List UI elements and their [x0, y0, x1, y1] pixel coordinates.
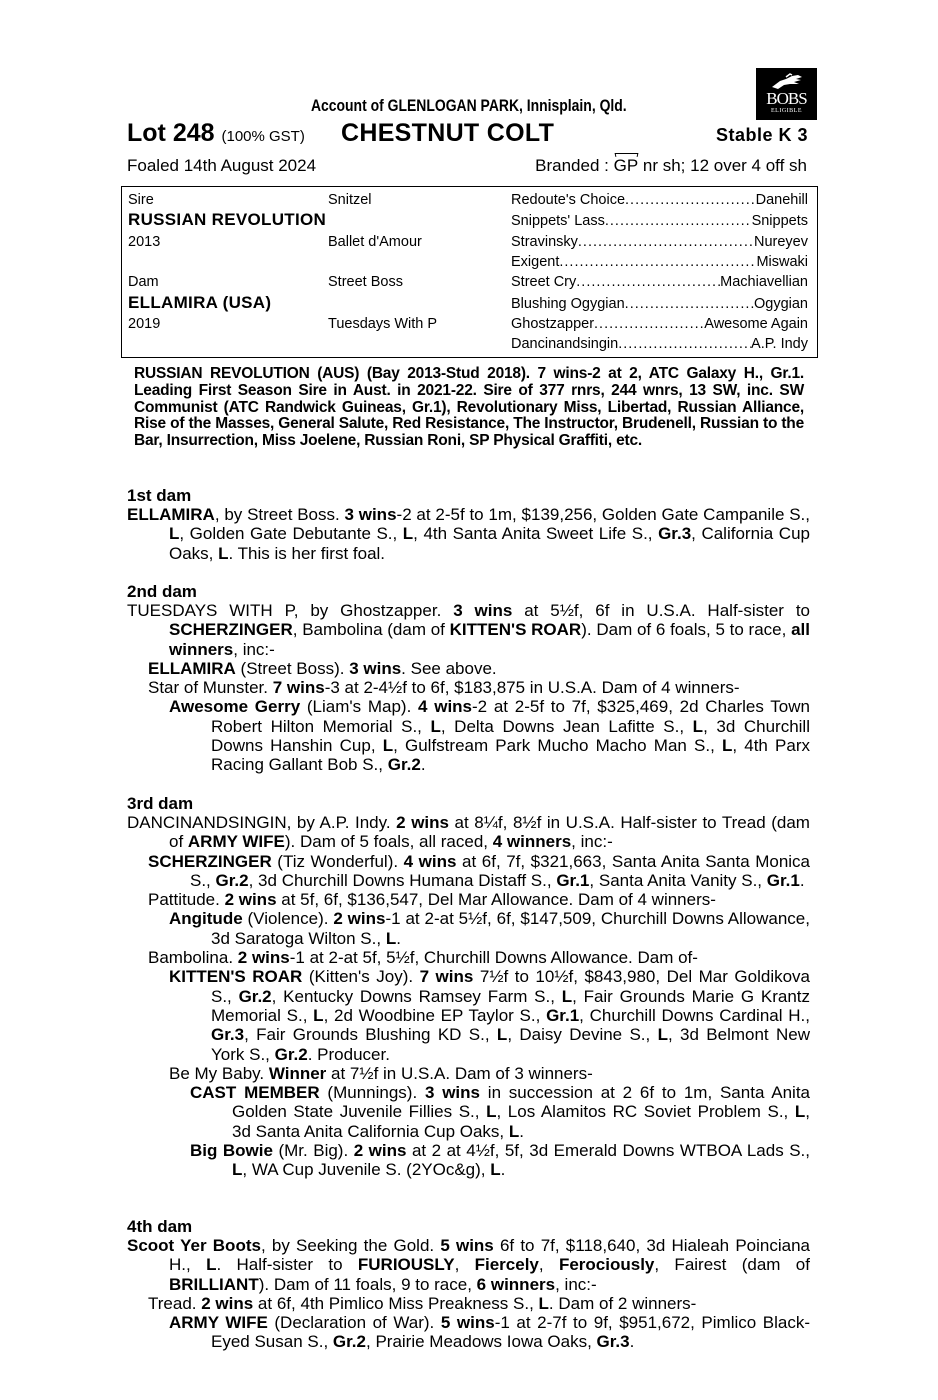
branded-suffix: nr sh; 12 over 4 off sh: [638, 156, 807, 175]
horse-description: CHESTNUT COLT: [341, 119, 555, 147]
grandparent-name: Street Cry: [511, 274, 577, 290]
leader-dots: [625, 295, 754, 313]
lot-number: [127, 119, 305, 148]
progeny-entry: ELLAMIRA (Street Boss). 3 wins. See above.: [148, 658, 497, 678]
progeny-entry: Star of Munster. 7 wins-3 at 2-4½f to 6f, $183,875 in U.S.A. Dam of 4 winners-: [148, 678, 740, 698]
grandparent-sire: Awesome Again: [704, 316, 808, 332]
dam-name: ELLAMIRA (USA): [128, 293, 272, 312]
grandprogeny-entry: Angitude (Violence). 2 wins-1 at 2-at 5½f, 6f, $147,509, Churchill Downs Allowance, 3d Saratoga Wilton S., L.: [169, 909, 810, 948]
progeny-entry: Tread. 2 wins at 6f, 4th Pimlico Miss Preakness S., L. Dam of 2 winners-: [148, 1293, 697, 1313]
stable-location: Stable K 3: [715, 125, 808, 145]
section-heading: 3rd dam: [127, 794, 194, 813]
third-dam-section: [127, 794, 810, 1180]
grandparent-sire: Danehill: [755, 192, 808, 208]
dam-entry: Scoot Yer Boots, by Seeking the Gold. 5 wins 6f to 7f, $118,640, 3d Hialeah Poinciana H., L. Half-sister to FURIOUSLY, Fiercely, Ferociously, Fairest (dam of BRILLIANT). Dam of 11 foals, 9 to race, 6 winners, inc:-: [127, 1236, 810, 1294]
account-text: Account of GLENLOGAN PARK, Innisplain, Qld.: [310, 96, 627, 115]
leader-dots: [576, 273, 720, 291]
grandparent-name: Snippets' Lass: [511, 213, 605, 229]
pedigree-table: [121, 186, 818, 358]
sire-sire: Snitzel: [328, 192, 372, 208]
lot-header: [127, 119, 808, 151]
section-heading: 2nd dam: [127, 582, 197, 601]
first-dam-section: [127, 486, 810, 563]
grandparent-name: Redoute's Choice: [511, 192, 626, 208]
leader-dots: [605, 212, 752, 230]
dam-dam: Tuesdays With P: [328, 316, 438, 332]
sire-year: 2013: [128, 234, 161, 250]
grandparent-name: Exigent: [511, 254, 560, 270]
dam-sire: Street Boss: [328, 274, 403, 290]
leader-dots: [578, 233, 754, 251]
dam-label: Dam: [128, 274, 159, 290]
sire-name: RUSSIAN REVOLUTION: [128, 210, 327, 229]
grandprogeny-entry: KITTEN'S ROAR (Kitten's Joy). 7 wins 7½f to 10½f, $843,980, Del Mar Goldikova S., Gr.2, Kentucky Downs Ramsey Farm S., L, Fair Grounds Marie G Krantz Memorial S., L, 2d Woodbine EP Taylor S., Gr.1, Churchill Downs Cardinal H., Gr.3, Fair Grounds Blushing KD S., L, Daisy Devine S., L, 3d Belmont New York S., Gr.2. Producer.: [169, 967, 811, 1064]
grandparent-row: [511, 253, 808, 271]
grandprogeny-entry: Awesome Gerry (Liam's Map). 4 wins-2 at 2-5f to 7f, $325,469, 2d Charles Town Robert Hilton Memorial S., L, Delta Downs Jean Lafitte S., L, 3d Churchill Downs Hanshin Cup, L, Gulfstream Park Mucho Macho Man S., L, 4th Parx Racing Gallant Bob S., Gr.2.: [169, 697, 810, 775]
section-heading: 1st dam: [127, 486, 192, 505]
progeny-entry: Bambolina. 2 wins-1 at 2-at 5f, 5½f, Churchill Downs Allowance. Dam of-: [148, 948, 698, 968]
grandparent-row: [511, 233, 808, 251]
sire-dam: Ballet d'Amour: [328, 234, 422, 250]
grandparent-sire: Machiavellian: [720, 274, 808, 290]
grandparent-name: Blushing Ogygian: [511, 296, 625, 312]
grandparent-row: [511, 191, 808, 209]
lot-label: Lot 248: [127, 119, 215, 147]
progeny-entry: Pattitude. 2 wins at 5f, 6f, $136,547, Del Mar Allowance. Dam of 4 winners-: [148, 890, 716, 910]
grandparent-name: Ghostzapper: [511, 316, 595, 332]
grandparent-sire: Snippets: [751, 213, 808, 229]
grandparent-sire: Ogygian: [753, 296, 808, 312]
grandparent-sire: Miswaki: [756, 254, 808, 270]
fourth-dam-section: [127, 1217, 810, 1352]
gst-note: (100% GST): [221, 128, 305, 145]
grandparent-row: [511, 273, 808, 291]
leader-dots: [618, 335, 751, 353]
sire-label: Sire: [128, 192, 154, 208]
grandparent-row: [511, 335, 808, 353]
grandprogeny-entry: ARMY WIFE (Declaration of War). 5 wins-1 at 2-7f to 9f, $951,672, Pimlico Black-Eyed Susan S., Gr.2, Prairie Meadows Iowa Oaks, Gr.3.: [169, 1313, 811, 1352]
vendor-account: [84, 96, 853, 116]
logo-eligible-text: ELIGIBLE: [771, 108, 802, 114]
grandparent-row: [511, 212, 808, 230]
grandprogeny-entry: Be My Baby. Winner at 7½f in U.S.A. Dam of 3 winners-: [169, 1063, 593, 1083]
grandparent-sire: A.P. Indy: [751, 336, 808, 352]
great-grandprogeny-entry: CAST MEMBER (Munnings). 3 wins in succession at 2 6f to 1m, Santa Anita Golden State Juvenile Fillies S., L, Los Alamitos RC Soviet Problem S., L, 3d Santa Anita California Cup Oaks, L.: [190, 1083, 810, 1141]
brand-info: [535, 156, 807, 176]
second-dam-section: [127, 582, 810, 775]
brand-mark-icon: GP: [613, 156, 639, 175]
branded-prefix: Branded :: [535, 156, 614, 175]
grandparent-name: Dancinandsingin: [511, 336, 619, 352]
grandparent-name: Stravinsky: [511, 234, 578, 250]
foaled-date: Foaled 14th August 2024: [127, 156, 317, 175]
dam-entry: DANCINANDSINGIN, by A.P. Indy. 2 wins at 8¼f, 8½f in U.S.A. Half-sister to Tread (dam of ARMY WIFE). Dam of 5 foals, all raced, 4 winners, inc:-: [127, 813, 810, 852]
sire-summary: RUSSIAN REVOLUTION (AUS) (Bay 2013-Stud 2018). 7 wins-2 at 2, ATC Galaxy H., Gr.1. Leading First Season Sire in Aust. in 2021-22. Sire of 377 rnrs, 244 wnrs, 13 SW, inc. SW Communist (ATC Randwick Guineas, Gr.1), Revolutionary Miss, Libertad, Russian Alliance, Rise of the Masses, General Salute, Red Resistance, The Instructor, Brudenell, Russian to the Bar, Insurrection, Miss Joelene, Russian Roni, SP Physical Graffiti, etc.: [134, 365, 804, 450]
dam-year: 2019: [128, 316, 161, 332]
leader-dots: [559, 253, 756, 271]
dam-entry: TUESDAYS WITH P, by Ghostzapper. 3 wins at 5½f, 6f in U.S.A. Half-sister to SCHERZINGER, Bambolina (dam of KITTEN'S ROAR). Dam of 6 foals, 5 to race, all winners, inc:-: [127, 601, 811, 659]
section-heading: 4th dam: [127, 1217, 193, 1236]
logo-bobs-text: BOBS: [766, 89, 807, 108]
great-grandprogeny-entry: Big Bowie (Mr. Big). 2 wins at 2 at 4½f, 5f, 3d Emerald Downs WTBOA Lads S., L, WA Cup Juvenile S. (2YOc&g), L.: [190, 1141, 810, 1180]
grandparent-sire: Nureyev: [754, 234, 808, 250]
dam-entry: ELLAMIRA, by Street Boss. 3 wins-2 at 2-5f to 1m, $139,256, Golden Gate Campanile S., L, Golden Gate Debutante S., L, 4th Santa Anita Sweet Life S., Gr.3, California Cup Oaks, L. This is her first foal.: [127, 505, 810, 563]
grandparent-row: [511, 315, 808, 333]
leader-dots: [594, 315, 704, 333]
grandparent-row: [511, 295, 808, 313]
progeny-entry: SCHERZINGER (Tiz Wonderful). 4 wins at 6f, 7f, $321,663, Santa Anita Santa Monica S., Gr.2, 3d Churchill Downs Humana Distaff S., Gr.1, Santa Anita Vanity S., Gr.1.: [148, 851, 811, 890]
leader-dots: [625, 191, 756, 209]
